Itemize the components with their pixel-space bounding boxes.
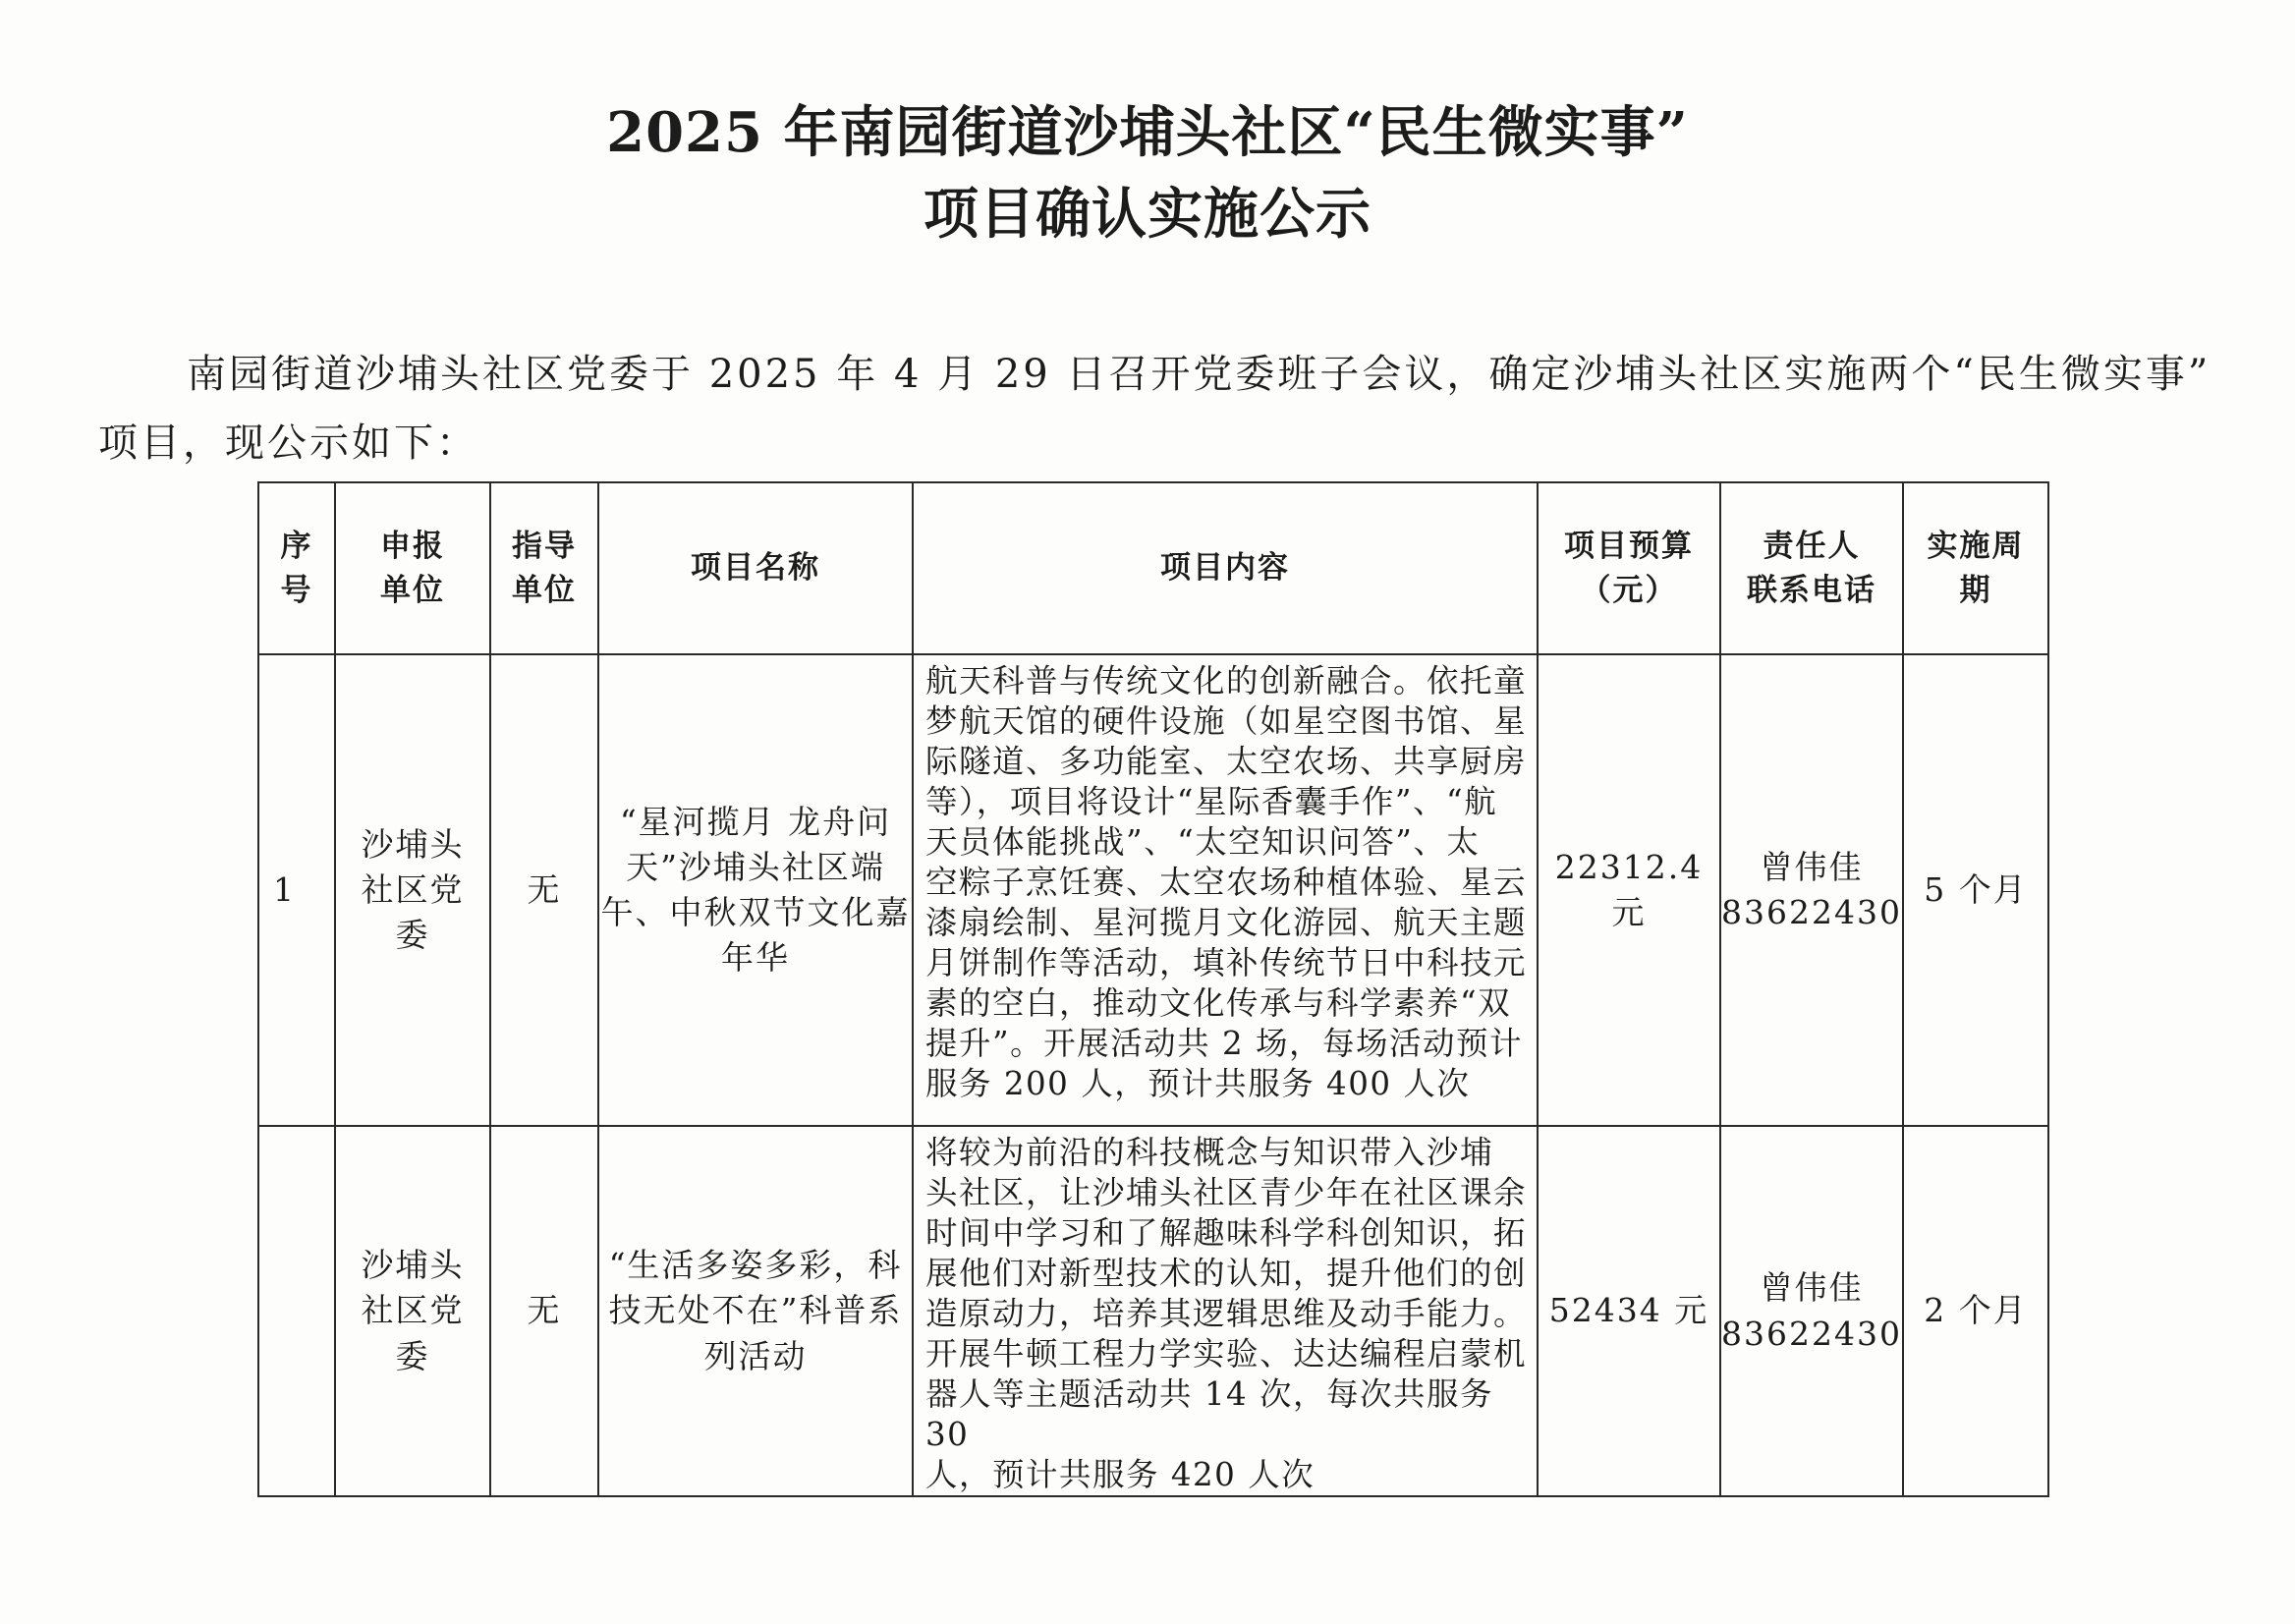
cell-line: 素的空白，推动文化传承与科学素养“双: [925, 984, 1512, 1022]
header-budget-line: （元）: [1580, 572, 1678, 608]
header-project-content-text: 项目内容: [1160, 550, 1290, 587]
table-header-row: [258, 482, 2048, 654]
document-title-line-1: 2025 年南园街道沙埔头社区“民生微实事”: [606, 100, 1689, 165]
header-seq: [258, 482, 335, 654]
contact-name: 曾伟佳: [1760, 847, 1864, 886]
cell-line: 沙埔头: [361, 824, 465, 864]
cell-applicant: [335, 654, 490, 1126]
cell-line: 展他们对新型技术的认知，提升他们的创: [925, 1255, 1528, 1292]
cell-line: 等），项目将设计“星际香囊手作”、“航: [925, 783, 1498, 820]
header-applicant-line: 单位: [380, 572, 445, 608]
cell-contact: [1720, 654, 1903, 1126]
cell-line: 头社区，让沙埔头社区青少年在社区课余: [925, 1174, 1528, 1211]
cell-project-content: [913, 654, 1538, 1126]
header-project-content: [913, 482, 1538, 654]
cell-project-name: [598, 1126, 913, 1496]
cell-line: 社区党: [361, 869, 465, 909]
cell-line: 社区党: [361, 1291, 465, 1330]
cell-line: 委: [395, 1336, 430, 1375]
header-applicant: [335, 482, 490, 654]
contact-name: 曾伟佳: [1760, 1268, 1864, 1308]
cell-line: 月饼制作等活动，填补传统节日中科技元: [925, 944, 1528, 981]
header-seq-line: 序: [280, 528, 313, 564]
cell-project-content: [913, 1126, 1538, 1496]
cell-applicant: [335, 1126, 490, 1496]
cell-line: 开展牛顿工程力学实验、达达编程启蒙机: [925, 1335, 1528, 1372]
cell-line: 器人等主题活动共 14 次，每次共服务 30: [925, 1375, 1494, 1453]
cell-line: 沙埔头: [361, 1246, 465, 1285]
cell-line: 技无处不在”科普系: [608, 1291, 903, 1330]
cell-line: 午、中秋双节文化嘉: [600, 893, 911, 931]
header-seq-line: 号: [280, 572, 313, 608]
header-project-name: [598, 482, 913, 654]
contact-phone: 83622430: [1721, 1314, 1902, 1353]
cell-line: 漆扇绘制、星河揽月文化游园、航天主题: [925, 904, 1528, 941]
header-contact: [1720, 482, 1903, 654]
cell-line: “生活多姿多彩，科: [608, 1246, 903, 1285]
cell-line: 空粽子烹饪赛、太空农场种植体验、星云: [925, 864, 1528, 901]
cell-guide: 无: [490, 654, 598, 1126]
header-contact-line: 联系电话: [1747, 572, 1876, 608]
header-applicant-line: 申报: [380, 528, 445, 564]
table-row: [258, 654, 2048, 1126]
cell-line: 造原动力，培养其逻辑思维及动手能力。: [925, 1295, 1528, 1332]
cell-project-name: [598, 654, 913, 1126]
cell-line: 人，预计共服务 420 人次: [925, 1456, 1315, 1493]
cell-period: 2 个月: [1903, 1126, 2048, 1496]
cell-guide: 无: [490, 1126, 598, 1496]
header-period-line: 期: [1959, 572, 1992, 608]
cell-seq: [258, 1126, 335, 1496]
cell-line: 将较为前沿的科技概念与知识带入沙埔: [925, 1134, 1494, 1171]
table-row: [258, 1126, 2048, 1496]
header-budget-line: 项目预算: [1564, 528, 1694, 564]
header-budget: [1538, 482, 1720, 654]
cell-line: 际隧道、多功能室、太空农场、共享厨房: [925, 743, 1528, 780]
cell-line: 梦航天馆的硬件设施（如星空图书馆、星: [925, 702, 1528, 740]
project-table: [257, 481, 2049, 1497]
header-guide-line: 单位: [512, 572, 577, 608]
header-guide: [490, 482, 598, 654]
cell-seq: 1: [258, 654, 335, 1126]
header-project-name-text: 项目名称: [691, 550, 820, 587]
cell-line: 天”沙埔头社区端: [626, 847, 885, 886]
cell-contact: [1720, 1126, 1903, 1496]
cell-line: 时间中学习和了解趣味科学科创知识，拓: [925, 1214, 1528, 1252]
cell-line: “星河揽月 龙舟问: [619, 802, 892, 841]
cell-line: 服务 200 人，预计共服务 400 人次: [925, 1065, 1471, 1102]
cell-budget: 22312.4 元: [1538, 654, 1720, 1126]
header-period-line: 实施周: [1927, 528, 2025, 564]
cell-line: 年华: [721, 938, 790, 978]
cell-period: 5 个月: [1903, 654, 2048, 1126]
document-title-line-2: 项目确认实施公示: [924, 182, 1371, 247]
intro-paragraph-line-1: 南园街道沙埔头社区党委于 2025 年 4 月 29 日召开党委班子会议，确定沙埔头社区实施两个“民生微实事”: [187, 352, 2211, 397]
cell-budget: 52434 元: [1538, 1126, 1720, 1496]
cell-line: 天员体能挑战”、“太空知识问答”、太: [925, 823, 1481, 861]
cell-line: 提升”。开展活动共 2 场，每场活动预计: [925, 1025, 1523, 1062]
header-period: [1903, 482, 2048, 654]
intro-paragraph-line-2: 项目，现公示如下：: [98, 420, 478, 466]
header-guide-line: 指导: [512, 528, 577, 564]
cell-line: 列活动: [703, 1336, 808, 1375]
header-contact-line: 责任人: [1763, 528, 1861, 564]
cell-line: 委: [395, 916, 430, 955]
cell-line: 航天科普与传统文化的创新融合。依托童: [925, 662, 1528, 700]
contact-phone: 83622430: [1721, 893, 1902, 931]
